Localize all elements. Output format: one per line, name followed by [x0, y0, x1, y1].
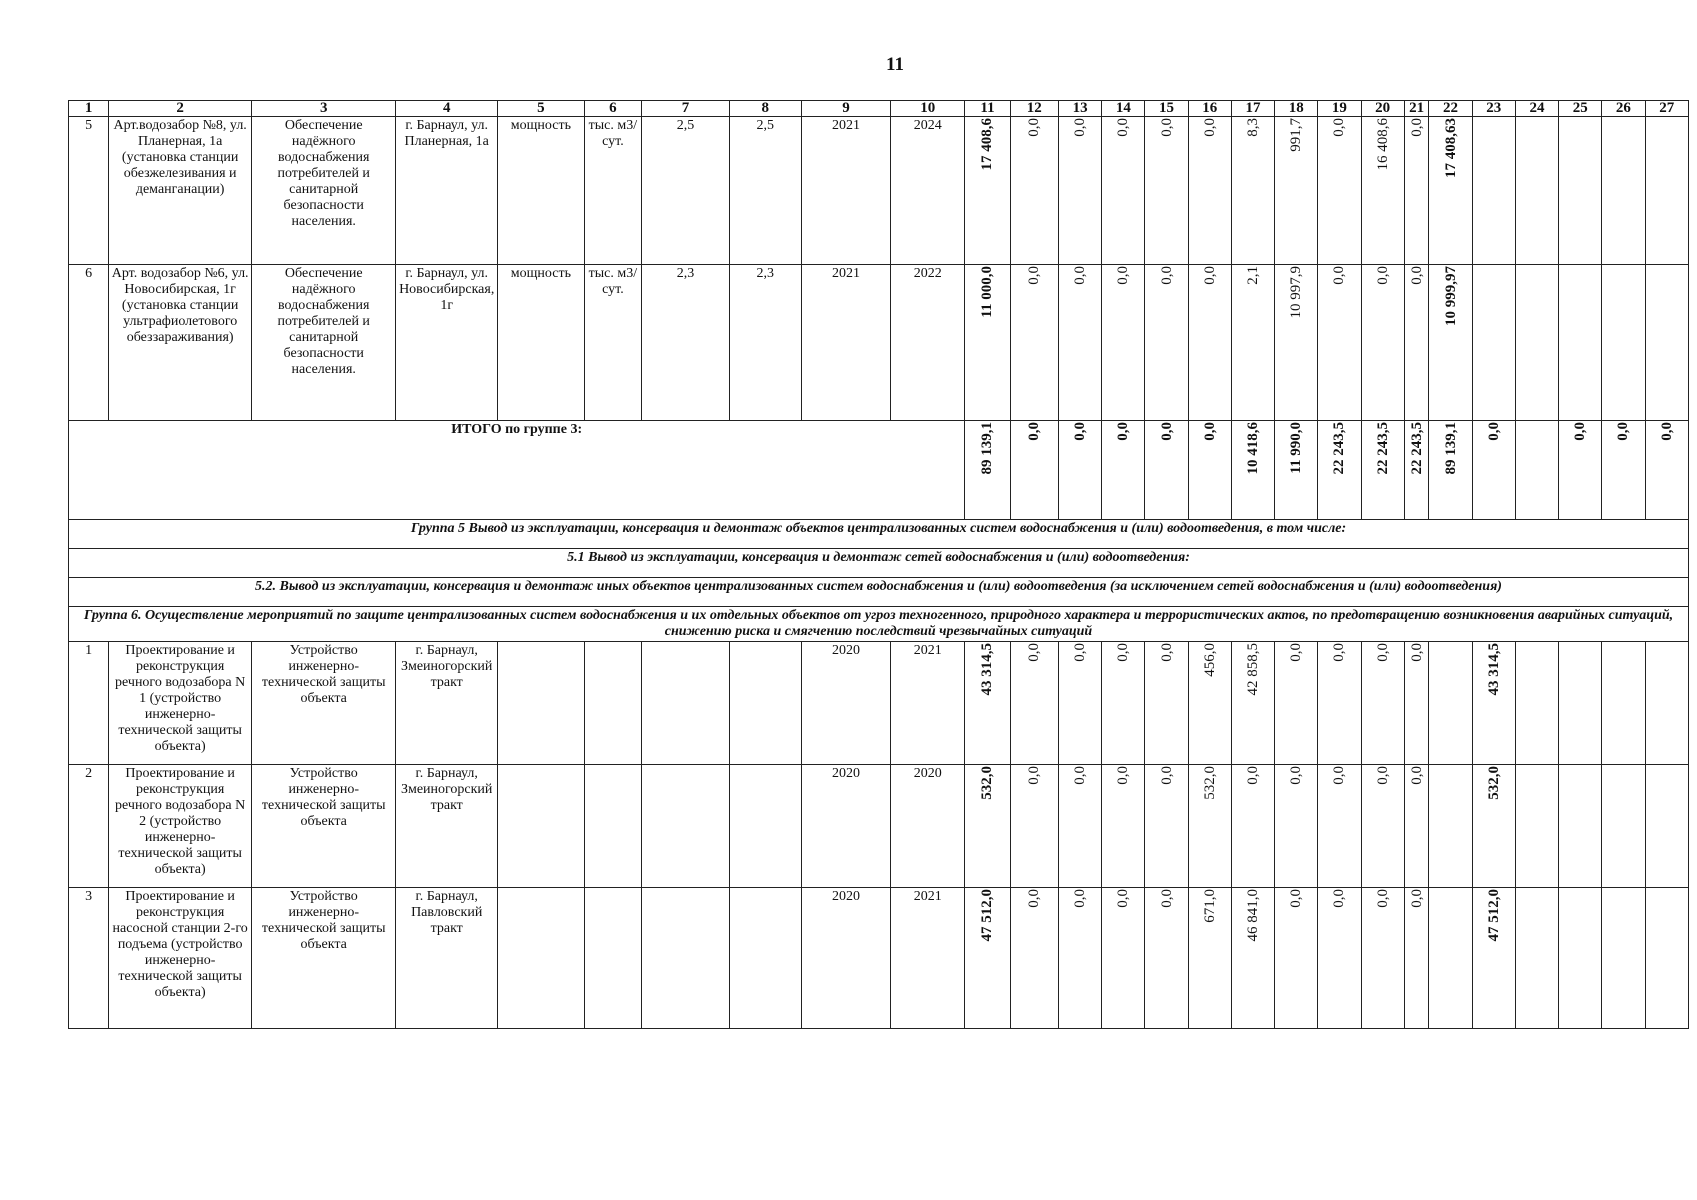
- value-cell: [1645, 642, 1688, 765]
- value-text: 0,0: [1331, 889, 1348, 908]
- value-text: 0,0: [1115, 889, 1132, 908]
- empty-cell: [584, 888, 642, 1029]
- value-text: 456,0: [1201, 643, 1218, 677]
- group6-row-title: Группа 6. Осуществление мероприятий по защите централизованных систем водоснабжения и их отдельных объектов от угроз техногенного, природного характера и террористических актов, по предотвращению возникновения аварийных ситуаций, снижению риска и смягчению последствий чрезвычайных ситуаций: [69, 607, 1689, 642]
- value-cell: [1404, 765, 1429, 888]
- value-text: 0,0: [1158, 118, 1175, 137]
- empty-cell: [498, 765, 584, 888]
- value-text: 0,0: [1158, 889, 1175, 908]
- column-number: 19: [1318, 101, 1361, 117]
- value-cell: [1472, 642, 1515, 765]
- value-cell: [1275, 765, 1318, 888]
- value-text: 0,0: [1072, 422, 1089, 441]
- value-text: 2,1: [1244, 266, 1261, 285]
- value-cell: [1275, 888, 1318, 1029]
- start-year: 2020: [801, 888, 891, 1029]
- value-text: 16 408,6: [1374, 118, 1391, 171]
- value-cell: [1429, 765, 1472, 888]
- value-before: 2,3: [642, 265, 729, 421]
- object-purpose: Устройство инженерно-технической защиты объекта: [252, 765, 396, 888]
- value-text: 0,0: [1026, 643, 1043, 662]
- value-text: 17 408,6: [979, 118, 996, 171]
- value-cell: [1058, 642, 1101, 765]
- value-text: 0,0: [1331, 118, 1348, 137]
- value-cell: [1275, 117, 1318, 265]
- value-text: 0,0: [1072, 118, 1089, 137]
- column-number: 13: [1058, 101, 1101, 117]
- value-cell: [1515, 642, 1558, 765]
- table-row: [69, 265, 1689, 421]
- value-cell: [1318, 888, 1361, 1029]
- column-number: 10: [891, 101, 965, 117]
- value-text: 0,0: [1331, 266, 1348, 285]
- value-cell: [1361, 117, 1404, 265]
- value-cell: [1145, 117, 1188, 265]
- end-year: 2021: [891, 888, 965, 1029]
- value-cell: [1429, 117, 1472, 265]
- value-text: 0,0: [1026, 889, 1043, 908]
- value-text: 0,0: [1331, 766, 1348, 785]
- value-text: 42 858,5: [1244, 643, 1261, 696]
- total-label: ИТОГО по группе 3:: [69, 421, 965, 520]
- value-text: 0,0: [1331, 643, 1348, 662]
- value-cell: [1058, 421, 1101, 520]
- value-text: 0,0: [1374, 766, 1391, 785]
- value-text: 671,0: [1201, 889, 1218, 923]
- value-text: 0,0: [1026, 118, 1043, 137]
- value-text: 0,0: [1026, 422, 1043, 441]
- column-number: 25: [1559, 101, 1602, 117]
- table-row: [69, 642, 1689, 765]
- value-cell: [1231, 117, 1274, 265]
- unit: тыс. м3/сут.: [584, 117, 642, 265]
- value-cell: [1429, 421, 1472, 520]
- table-row: [69, 888, 1689, 1029]
- value-text: 11 000,0: [979, 266, 996, 318]
- value-text: 0,0: [1026, 766, 1043, 785]
- object-purpose: Устройство инженерно-технической защиты объекта: [252, 642, 396, 765]
- value-text: 0,0: [1158, 266, 1175, 285]
- column-number: 21: [1404, 101, 1429, 117]
- value-cell: [1275, 421, 1318, 520]
- value-cell: [1102, 421, 1145, 520]
- value-cell: [965, 117, 1010, 265]
- value-after: 2,5: [729, 117, 801, 265]
- value-cell: [1145, 888, 1188, 1029]
- value-cell: [1188, 117, 1231, 265]
- column-number: 8: [729, 101, 801, 117]
- end-year: 2024: [891, 117, 965, 265]
- empty-cell: [498, 642, 584, 765]
- value-cell: [1318, 421, 1361, 520]
- column-number: 3: [252, 101, 396, 117]
- column-number: 1: [69, 101, 109, 117]
- object-location: г. Барнаул, Змеиногорский тракт: [396, 765, 498, 888]
- value-cell: [1010, 765, 1058, 888]
- value-cell: [1404, 642, 1429, 765]
- value-text: 22 243,5: [1374, 422, 1391, 475]
- value-cell: [1559, 642, 1602, 765]
- empty-cell: [584, 642, 642, 765]
- value-cell: [1559, 117, 1602, 265]
- value-text: 0,0: [1072, 643, 1089, 662]
- column-number: 9: [801, 101, 891, 117]
- value-cell: [965, 888, 1010, 1029]
- row-number: 5: [69, 117, 109, 265]
- value-text: 0,0: [1615, 422, 1632, 441]
- value-text: 0,0: [1658, 422, 1675, 441]
- investment-program-table: [68, 100, 1689, 1029]
- start-year: 2021: [801, 265, 891, 421]
- object-name: Проектирование и реконструкция насосной станции 2-го подъема (устройство инженерно-технической защиты объекта): [109, 888, 252, 1029]
- value-cell: [1404, 888, 1429, 1029]
- column-number: 14: [1102, 101, 1145, 117]
- value-cell: [1231, 765, 1274, 888]
- value-text: 0,0: [1408, 889, 1425, 908]
- value-text: 89 139,1: [1442, 422, 1459, 475]
- end-year: 2020: [891, 765, 965, 888]
- value-text: 0,0: [1288, 643, 1305, 662]
- column-number: 11: [965, 101, 1010, 117]
- value-text: 46 841,0: [1244, 889, 1261, 942]
- value-cell: [1102, 265, 1145, 421]
- value-cell: [1472, 888, 1515, 1029]
- value-cell: [1602, 888, 1645, 1029]
- column-number: 18: [1275, 101, 1318, 117]
- value-cell: [1645, 421, 1688, 520]
- value-text: 10 997,9: [1288, 266, 1305, 319]
- value-cell: [1102, 642, 1145, 765]
- value-text: 0,0: [1408, 766, 1425, 785]
- start-year: 2020: [801, 642, 891, 765]
- value-cell: [1058, 765, 1101, 888]
- value-cell: [1429, 265, 1472, 421]
- value-text: 0,0: [1115, 266, 1132, 285]
- column-number: 26: [1602, 101, 1645, 117]
- value-cell: [1318, 265, 1361, 421]
- value-text: 532,0: [1201, 766, 1218, 800]
- empty-cell: [498, 888, 584, 1029]
- value-text: 0,0: [1072, 889, 1089, 908]
- value-cell: [1318, 117, 1361, 265]
- object-purpose: Устройство инженерно-технической защиты объекта: [252, 888, 396, 1029]
- value-cell: [1429, 642, 1472, 765]
- unit: тыс. м3/сут.: [584, 265, 642, 421]
- group5-row: [69, 520, 1689, 549]
- value-cell: [1102, 765, 1145, 888]
- value-cell: [1010, 888, 1058, 1029]
- value-text: 10 418,6: [1244, 422, 1261, 475]
- total-row: [69, 421, 1689, 520]
- empty-cell: [729, 642, 801, 765]
- value-cell: [1102, 888, 1145, 1029]
- value-text: 0,0: [1115, 766, 1132, 785]
- value-cell: [1188, 265, 1231, 421]
- value-after: 2,3: [729, 265, 801, 421]
- value-text: 991,7: [1288, 118, 1305, 152]
- value-cell: [1188, 642, 1231, 765]
- column-number: 17: [1231, 101, 1274, 117]
- value-cell: [1361, 421, 1404, 520]
- start-year: 2020: [801, 765, 891, 888]
- value-cell: [1472, 765, 1515, 888]
- value-cell: [1145, 642, 1188, 765]
- row-number: 2: [69, 765, 109, 888]
- empty-cell: [642, 765, 729, 888]
- value-cell: [1559, 265, 1602, 421]
- group51-row-title: 5.1 Вывод из эксплуатации, консервация и демонтаж сетей водоснабжения и (или) водоотведения:: [69, 549, 1689, 578]
- value-text: 47 512,0: [979, 889, 996, 942]
- value-text: 0,0: [1115, 643, 1132, 662]
- value-cell: [1102, 117, 1145, 265]
- value-cell: [1404, 117, 1429, 265]
- group52-row-title: 5.2. Вывод из эксплуатации, консервация и демонтаж иных объектов централизованных систем водоснабжения и (или) водоотведения (за исключением сетей водоснабжения и (или) водоотведения): [69, 578, 1689, 607]
- value-text: 89 139,1: [979, 422, 996, 475]
- group52-row: [69, 578, 1689, 607]
- value-cell: [1602, 421, 1645, 520]
- object-purpose: Обеспечение надёжного водоснабжения потребителей и санитарной безопасности населения.: [252, 265, 396, 421]
- value-text: 0,0: [1201, 118, 1218, 137]
- column-number-row: [69, 101, 1689, 117]
- row-number: 3: [69, 888, 109, 1029]
- value-text: 0,0: [1485, 422, 1502, 441]
- value-cell: [1515, 421, 1558, 520]
- value-cell: [1559, 888, 1602, 1029]
- value-cell: [965, 265, 1010, 421]
- value-cell: [1231, 888, 1274, 1029]
- column-number: 4: [396, 101, 498, 117]
- column-number: 20: [1361, 101, 1404, 117]
- value-cell: [1361, 765, 1404, 888]
- start-year: 2021: [801, 117, 891, 265]
- value-text: 0,0: [1115, 422, 1132, 441]
- value-cell: [1361, 888, 1404, 1029]
- value-cell: [1404, 265, 1429, 421]
- value-text: 0,0: [1201, 422, 1218, 441]
- row-number: 1: [69, 642, 109, 765]
- value-text: 0,0: [1201, 266, 1218, 285]
- value-cell: [1559, 421, 1602, 520]
- value-text: 43 314,5: [1485, 643, 1502, 696]
- value-cell: [1145, 265, 1188, 421]
- page-number: 11: [886, 54, 904, 75]
- value-text: 0,0: [1158, 643, 1175, 662]
- object-purpose: Обеспечение надёжного водоснабжения потребителей и санитарной безопасности населения.: [252, 117, 396, 265]
- column-number: 7: [642, 101, 729, 117]
- value-cell: [1275, 265, 1318, 421]
- value-text: 0,0: [1374, 266, 1391, 285]
- value-cell: [1404, 421, 1429, 520]
- value-cell: [1602, 117, 1645, 265]
- value-cell: [1058, 265, 1101, 421]
- value-text: 0,0: [1244, 766, 1261, 785]
- end-year: 2022: [891, 265, 965, 421]
- column-number: 22: [1429, 101, 1472, 117]
- row-number: 6: [69, 265, 109, 421]
- value-cell: [1602, 765, 1645, 888]
- value-text: 47 512,0: [1485, 889, 1502, 942]
- value-cell: [1010, 265, 1058, 421]
- end-year: 2021: [891, 642, 965, 765]
- value-cell: [1515, 765, 1558, 888]
- value-cell: [1010, 421, 1058, 520]
- value-cell: [1188, 765, 1231, 888]
- group51-row: [69, 549, 1689, 578]
- empty-cell: [642, 642, 729, 765]
- group6-row: [69, 607, 1689, 642]
- object-name: Проектирование и реконструкция речного водозабора N 1 (устройство инженерно-технической защиты объекта): [109, 642, 252, 765]
- value-cell: [1602, 642, 1645, 765]
- value-cell: [1231, 642, 1274, 765]
- object-location: г. Барнаул, Змеиногорский тракт: [396, 642, 498, 765]
- table-row: [69, 117, 1689, 265]
- column-number: 16: [1188, 101, 1231, 117]
- value-text: 8,3: [1244, 118, 1261, 137]
- value-cell: [1058, 888, 1101, 1029]
- value-cell: [1361, 265, 1404, 421]
- value-cell: [965, 642, 1010, 765]
- empty-cell: [729, 765, 801, 888]
- value-cell: [1145, 421, 1188, 520]
- value-text: 0,0: [1158, 766, 1175, 785]
- value-text: 0,0: [1572, 422, 1589, 441]
- value-text: 0,0: [1072, 266, 1089, 285]
- value-cell: [1645, 765, 1688, 888]
- group5-row-title: Группа 5 Вывод из эксплуатации, консервация и демонтаж объектов централизованных систем водоснабжения и (или) водоотведения, в том числе:: [69, 520, 1689, 549]
- value-cell: [1472, 421, 1515, 520]
- object-location: г. Барнаул, ул. Планерная, 1а: [396, 117, 498, 265]
- value-cell: [1145, 765, 1188, 888]
- value-cell: [1429, 888, 1472, 1029]
- value-text: 0,0: [1158, 422, 1175, 441]
- value-cell: [1515, 888, 1558, 1029]
- column-number: 12: [1010, 101, 1058, 117]
- value-text: 43 314,5: [979, 643, 996, 696]
- value-text: 0,0: [1374, 889, 1391, 908]
- value-cell: [1010, 117, 1058, 265]
- value-text: 22 243,5: [1408, 422, 1425, 475]
- value-text: 17 408,63: [1442, 118, 1459, 178]
- value-text: 0,0: [1374, 643, 1391, 662]
- value-cell: [1645, 888, 1688, 1029]
- value-text: 0,0: [1072, 766, 1089, 785]
- value-cell: [1010, 642, 1058, 765]
- value-cell: [1231, 265, 1274, 421]
- value-cell: [1188, 421, 1231, 520]
- empty-cell: [584, 765, 642, 888]
- object-name: Арт. водозабор №6, ул. Новосибирская, 1г (установка станции ультрафиолетового обеззараживания): [109, 265, 252, 421]
- value-cell: [1515, 265, 1558, 421]
- empty-cell: [729, 888, 801, 1029]
- value-text: 0,0: [1288, 766, 1305, 785]
- value-before: 2,5: [642, 117, 729, 265]
- value-cell: [1058, 117, 1101, 265]
- column-number: 15: [1145, 101, 1188, 117]
- value-cell: [1472, 265, 1515, 421]
- empty-cell: [642, 888, 729, 1029]
- value-cell: [1602, 265, 1645, 421]
- value-text: 532,0: [1485, 766, 1502, 800]
- column-number: 5: [498, 101, 584, 117]
- value-cell: [1361, 642, 1404, 765]
- value-cell: [1188, 888, 1231, 1029]
- value-text: 0,0: [1408, 643, 1425, 662]
- value-text: 0,0: [1115, 118, 1132, 137]
- column-number: 6: [584, 101, 642, 117]
- value-cell: [1275, 642, 1318, 765]
- value-cell: [1515, 117, 1558, 265]
- value-cell: [1231, 421, 1274, 520]
- column-number: 27: [1645, 101, 1688, 117]
- value-text: 0,0: [1408, 118, 1425, 137]
- value-cell: [965, 421, 1010, 520]
- object-name: Проектирование и реконструкция речного водозабора N 2 (устройство инженерно-технической защиты объекта): [109, 765, 252, 888]
- column-number: 24: [1515, 101, 1558, 117]
- value-text: 0,0: [1288, 889, 1305, 908]
- parameter: мощность: [498, 117, 584, 265]
- value-text: 11 990,0: [1288, 422, 1305, 474]
- value-cell: [1645, 265, 1688, 421]
- value-cell: [1318, 642, 1361, 765]
- value-cell: [965, 765, 1010, 888]
- value-text: 532,0: [979, 766, 996, 800]
- value-cell: [1472, 117, 1515, 265]
- value-text: 0,0: [1026, 266, 1043, 285]
- value-text: 22 243,5: [1331, 422, 1348, 475]
- value-text: 0,0: [1408, 266, 1425, 285]
- table-row: [69, 765, 1689, 888]
- value-cell: [1318, 765, 1361, 888]
- value-text: 10 999,97: [1442, 266, 1459, 326]
- object-name: Арт.водозабор №8, ул. Планерная, 1а (установка станции обезжелезивания и деманганации): [109, 117, 252, 265]
- value-cell: [1645, 117, 1688, 265]
- column-number: 2: [109, 101, 252, 117]
- value-cell: [1559, 765, 1602, 888]
- parameter: мощность: [498, 265, 584, 421]
- object-location: г. Барнаул, ул. Новосибирская, 1г: [396, 265, 498, 421]
- object-location: г. Барнаул, Павловский тракт: [396, 888, 498, 1029]
- column-number: 23: [1472, 101, 1515, 117]
